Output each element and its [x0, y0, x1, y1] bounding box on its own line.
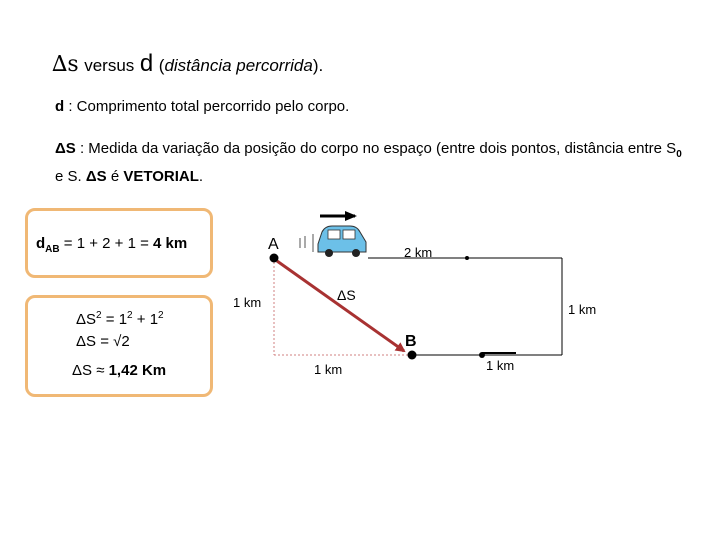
displacement-sup3: 2	[158, 310, 164, 321]
total-distance-eq: = 1 + 2 + 1 =	[63, 235, 154, 252]
label-1km-bottom-right: 1 km	[486, 358, 515, 373]
d-symbol: d	[139, 50, 154, 77]
definition-delta-mid: e S.	[55, 168, 86, 185]
definition-d-text: : Comprimento total percorrido pelo corpo.	[68, 98, 350, 115]
label-delta-s: ΔS	[337, 287, 356, 303]
displacement-line1-b: = 1	[101, 311, 128, 328]
definition-vetorial: VETORIAL	[123, 168, 199, 185]
displacement-line3-a: ΔS ≈	[72, 362, 109, 379]
total-distance-result: 4 km	[153, 235, 188, 252]
paren-text: distância percorrida	[164, 56, 313, 75]
point-b-label: B	[405, 333, 417, 350]
definition-delta-sub: 0	[676, 149, 682, 160]
delta-s-symbol: ∆s	[52, 52, 79, 77]
definition-d-term: d	[55, 98, 65, 115]
paren-close: ).	[312, 56, 324, 75]
displacement-sup2: 2	[127, 310, 133, 321]
displacement-sup1: 2	[96, 310, 102, 321]
point-b-dot	[408, 351, 417, 360]
displacement-arrow	[277, 261, 404, 351]
definition-delta-term: ΔS	[55, 140, 76, 157]
car-icon	[318, 226, 366, 257]
versus-word: versus	[84, 56, 135, 75]
displacement-line1-c: + 1	[132, 311, 159, 328]
total-distance-sub: AB	[45, 244, 60, 255]
definition-delta-term2: ΔS	[85, 168, 107, 185]
definition-delta-mid2: é	[106, 168, 124, 185]
label-2km: 2 km	[404, 245, 433, 260]
paren-open: (	[158, 56, 165, 75]
displacement-result: 1,42 Km	[108, 362, 167, 379]
displacement-line2: ΔS = √2	[76, 333, 130, 350]
point-a-dot	[270, 254, 279, 263]
total-distance-d: d	[36, 235, 46, 252]
label-1km-left: 1 km	[233, 295, 262, 310]
point-a-label: A	[268, 236, 279, 253]
label-1km-right: 1 km	[568, 302, 597, 317]
label-1km-bottom-left: 1 km	[314, 362, 343, 377]
definition-delta-text: : Medida da variação da posição do corpo no espaço (entre dois pontos, distância entre S	[79, 140, 677, 157]
definition-delta-end: .	[198, 168, 204, 185]
displacement-line1-a: ΔS	[76, 311, 97, 328]
